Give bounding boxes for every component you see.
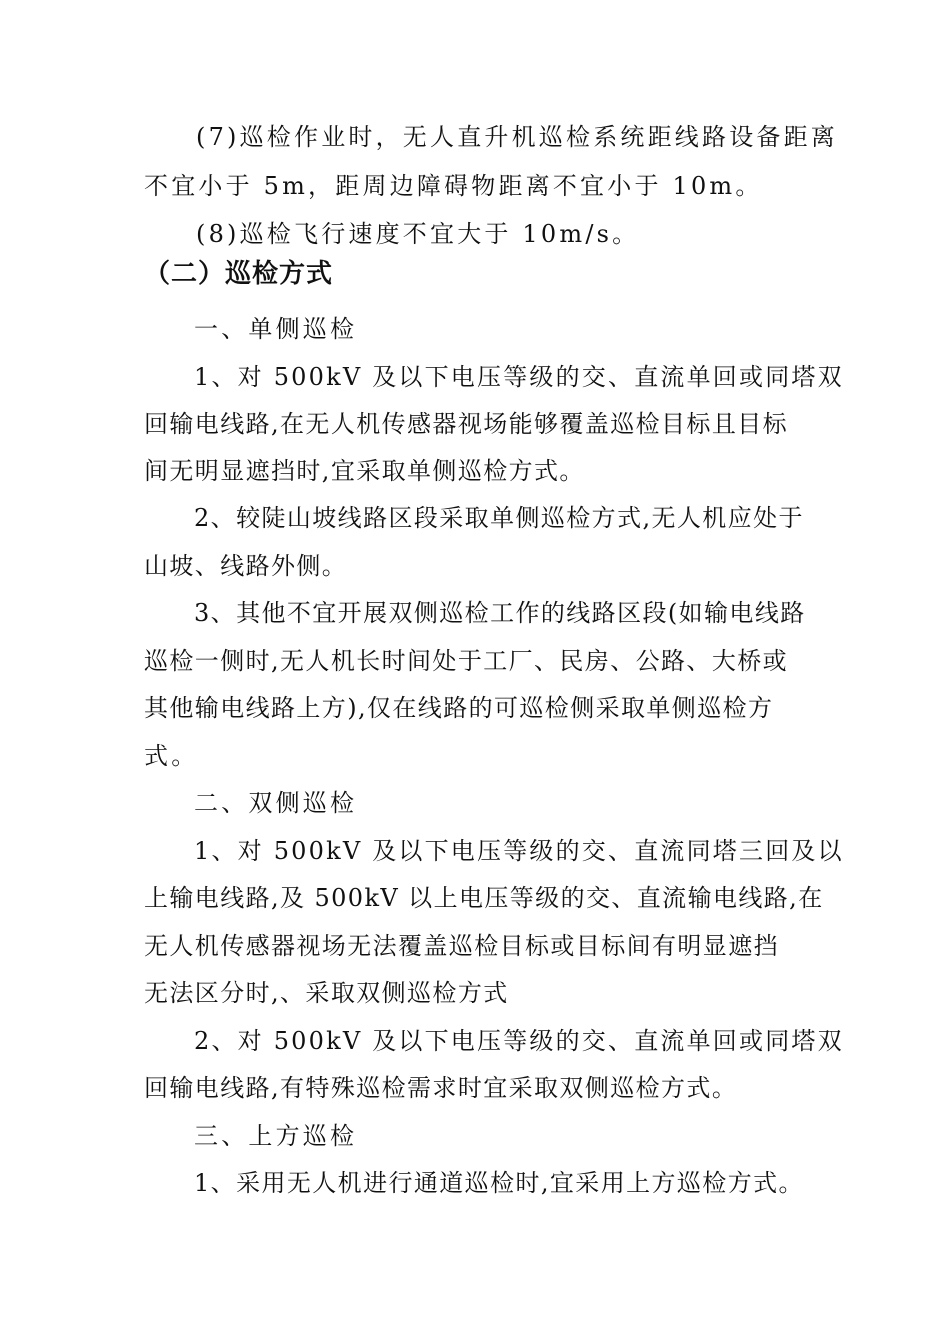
- single-side-item3-line3: 其他输电线路上方),仅在线路的可巡检侧采取单侧巡检方: [144, 694, 774, 722]
- single-side-item3-line1: 3、其他不宜开展双侧巡检工作的线路区段(如输电线路: [194, 599, 806, 627]
- double-side-item1-line2: 上输电线路,及 500kV 以上电压等级的交、直流输电线路,在: [144, 884, 824, 912]
- section-heading: （二）巡检方式: [144, 259, 334, 289]
- single-side-title: 一、单侧巡检: [194, 315, 358, 343]
- double-side-title: 二、双侧巡检: [194, 789, 358, 817]
- single-side-item3-line2: 巡检一侧时,无人机长时间处于工厂、民房、公路、大桥或: [144, 647, 789, 675]
- overhead-item1: 1、采用无人机进行通道巡检时,宜采用上方巡检方式。: [194, 1169, 804, 1197]
- single-side-item3-line4: 式。: [144, 742, 199, 770]
- single-side-item2-line1: 2、较陡山坡线路区段采取单侧巡检方式,无人机应处于: [194, 504, 804, 532]
- single-side-item1-line3: 间无明显遮挡时,宜采取单侧巡检方式。: [144, 457, 585, 485]
- single-side-item1-line1: 1、对 500kV 及以下电压等级的交、直流单回或同塔双: [194, 363, 844, 391]
- para-7-line-1: (7)巡检作业时，无人直升机巡检系统距线路设备距离: [196, 123, 838, 151]
- single-side-item2-line2: 山坡、线路外侧。: [144, 552, 348, 580]
- para-7-line-2: 不宜小于 5m，距周边障碍物距离不宜小于 10m。: [144, 172, 763, 200]
- double-side-item2-line2: 回输电线路,有特殊巡检需求时宜采取双侧巡检方式。: [144, 1074, 738, 1102]
- double-side-item1-line1: 1、对 500kV 及以下电压等级的交、直流同塔三回及以: [194, 837, 844, 865]
- overhead-title: 三、上方巡检: [194, 1122, 358, 1150]
- double-side-item2-line1: 2、对 500kV 及以下电压等级的交、直流单回或同塔双: [194, 1027, 844, 1055]
- double-side-item1-line3: 无人机传感器视场无法覆盖巡检目标或目标间有明显遮挡: [144, 932, 779, 960]
- single-side-item1-line2: 回输电线路,在无人机传感器视场能够覆盖巡检目标且目标: [144, 410, 789, 438]
- para-8: (8)巡检飞行速度不宜大于 10m/s。: [196, 220, 640, 248]
- double-side-item1-line4: 无法区分时,、采取双侧巡检方式: [144, 979, 509, 1007]
